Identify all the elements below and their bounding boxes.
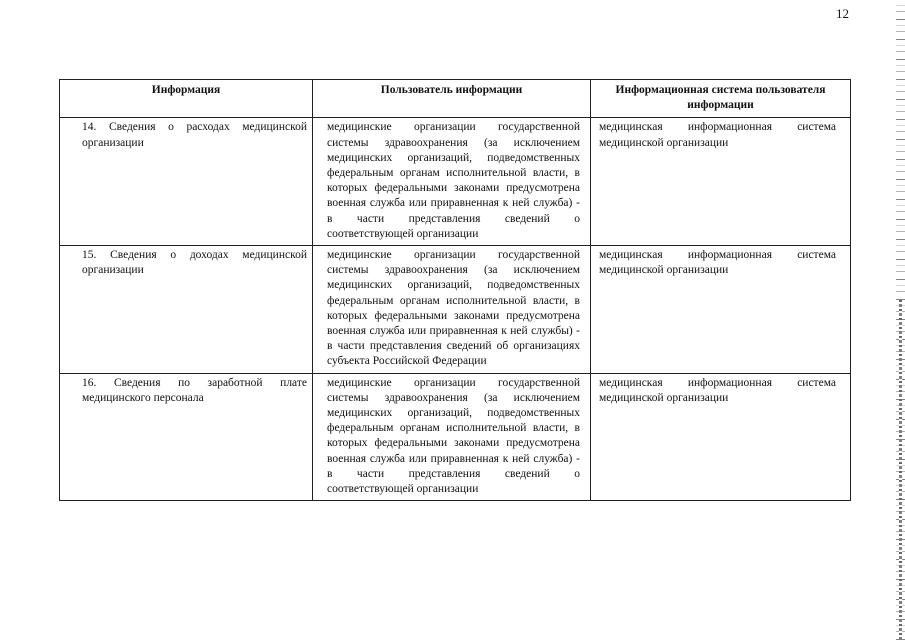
cell-information-user: медицинские организации государственной системы здравоохранения (за исключением медицинских организаций, подведомственных федеральным органам исполнительной власти, в которых федеральными законами предусмотрена военная служба или приравненная к ней служба) - в части представления сведений о соответствующей организации: [313, 373, 591, 501]
cell-information-system: медицинская информационная система медицинской организации: [591, 373, 851, 501]
cell-information: 14. Сведения о расходах медицинской организации: [60, 118, 313, 246]
cell-information: 15. Сведения о доходах медицинской организации: [60, 246, 313, 374]
table-row: [60, 118, 851, 246]
page-number: 12: [836, 6, 849, 21]
table-row: [60, 246, 851, 374]
scan-edge-noise: [899, 300, 902, 640]
cell-information: 16. Сведения по заработной плате медицинского персонала: [60, 373, 313, 501]
cell-information-system: медицинская информационная система медицинской организации: [591, 118, 851, 246]
header-information: Информация: [60, 80, 313, 118]
table-header-row: [60, 80, 851, 118]
information-table: [59, 79, 851, 501]
header-information-system: Информационная система пользователя информации: [591, 80, 851, 118]
header-information-user: Пользователь информации: [313, 80, 591, 118]
table-row: [60, 373, 851, 501]
cell-information-user: медицинские организации государственной системы здравоохранения (за исключением медицинских организаций, подведомственных федеральным органам исполнительной власти, в которых федеральными законами предусмотрена военная служба или приравненная к ней службы) - в части представления сведений об организациях субъекта Российской Федерации: [313, 246, 591, 374]
cell-information-user: медицинские организации государственной системы здравоохранения (за исключением медицинских организаций, подведомственных федеральным органам исполнительной власти, в которых федеральными законами предусмотрена военная служба или приравненная к ней служба) - в части представления сведений о соответствующей организации: [313, 118, 591, 246]
scan-edge-artifact: [896, 0, 905, 640]
cell-information-system: медицинская информационная система медицинской организации: [591, 246, 851, 374]
